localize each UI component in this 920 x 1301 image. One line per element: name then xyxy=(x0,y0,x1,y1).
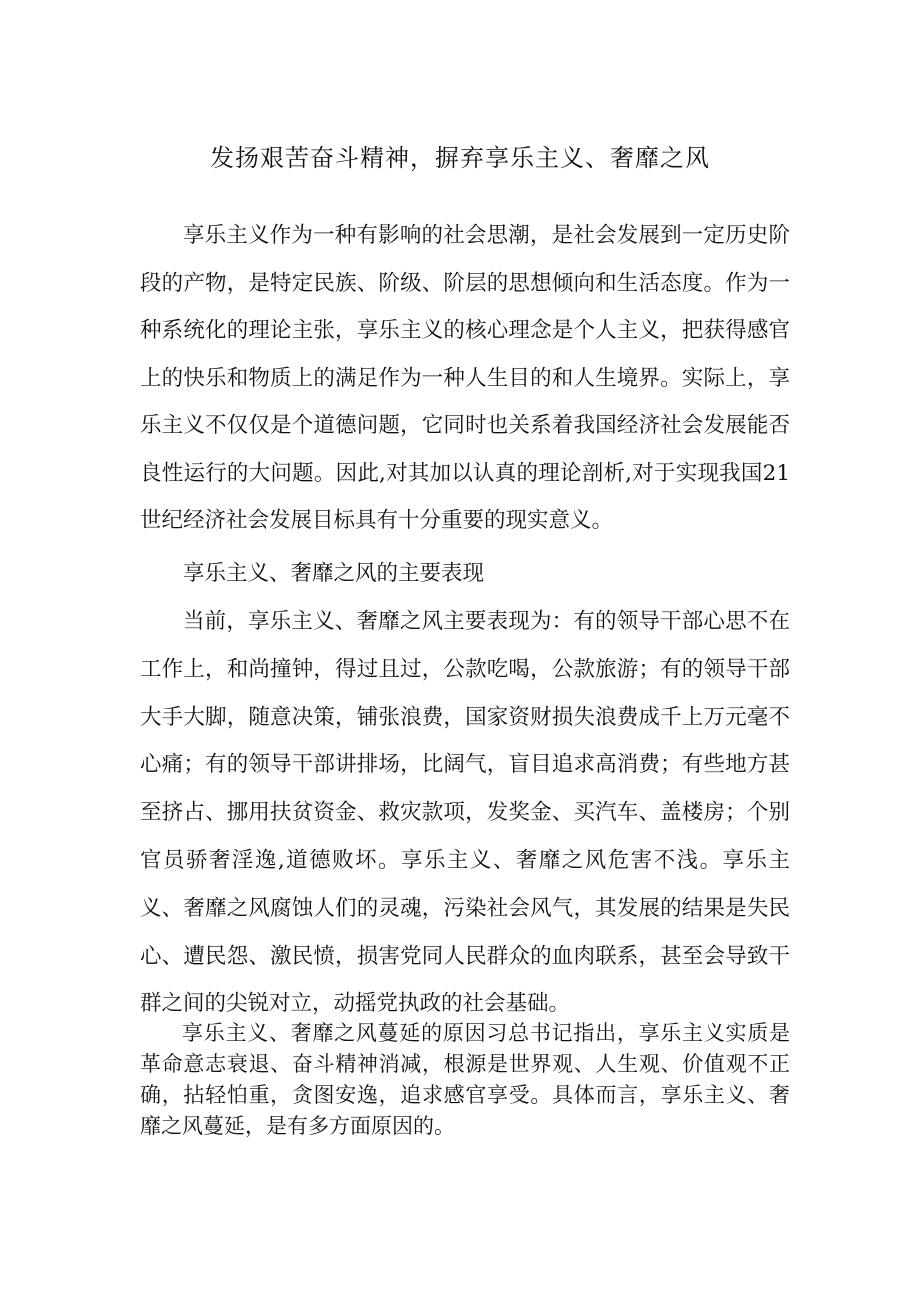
intro-paragraph: 享乐主义作为一种有影响的社会思潮，是社会发展到一定历史阶段的产物，是特定民族、阶级、阶层的思想倾向和生活态度。作为一种系统化的理论主张，享乐主义的核心理念是个人主义，把获得感官上的快乐和物质上的满足作为一种人生目的和人生境界。实际上，享乐主义不仅仅是个道德问题，它同时也关系着我国经济社会发展能否良性运行的大问题。因此,对其加以认真的理论剖析,对于实现我国21世纪经济社会发展目标具有十分重要的现实意义。 xyxy=(140,223,790,533)
manifestations-paragraph: 当前，享乐主义、奢靡之风主要表现为：有的领导干部心思不在工作上，和尚撞钟，得过且过，公款吃喝，公款旅游；有的领导干部大手大脚，随意决策，铺张浪费，国家资财损失浪费成千上万元毫不心痛；有的领导干部讲排场，比阔气，盲目追求高消费；有些地方甚至挤占、挪用扶贫资金、救灾款项，发奖金、买汽车、盖楼房；个别官员骄奢淫逸,道德败坏。享乐主义、奢靡之风危害不浅。享乐主义、奢靡之风腐蚀人们的灵魂，污染社会风气，其发展的结果是失民心、遭民怨、激民愤，损害党同人民群众的血肉联系，甚至会导致干群之间的尖锐对立，动摇党执政的社会基础。 xyxy=(140,609,790,1017)
document-title: 发扬艰苦奋斗精神，摒弃享乐主义、奢靡之风 xyxy=(210,144,710,172)
causes-paragraph: 享乐主义、奢靡之风蔓延的原因习总书记指出，享乐主义实质是革命意志衰退、奋斗精神消减，根源是世界观、人生观、价值观不正确，拈轻怕重，贪图安逸，追求感官享受。具体而言，享乐主义、奢靡之风蔓延，是有多方面原因的。 xyxy=(140,1021,790,1138)
section-heading: 享乐主义、奢靡之风的主要表现 xyxy=(183,561,485,586)
